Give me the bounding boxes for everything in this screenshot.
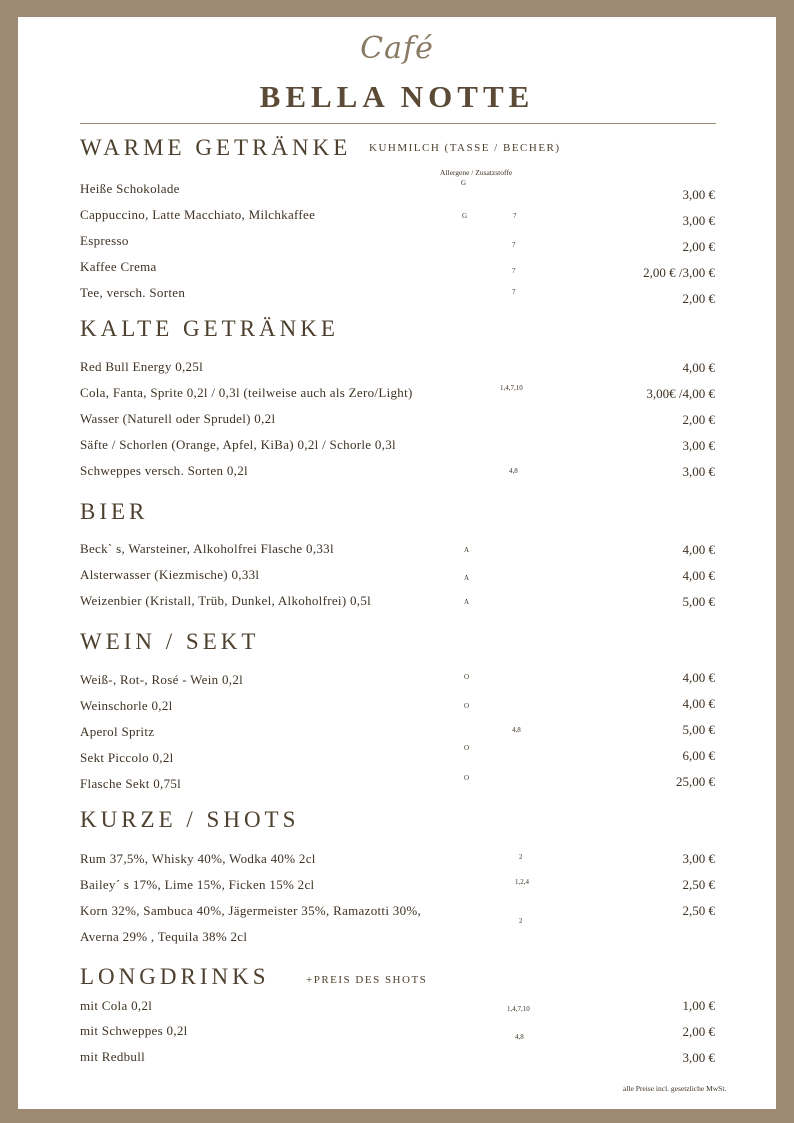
menu-item-name: Heiße Schokolade	[80, 181, 180, 196]
menu-item-price: 5,00 €	[682, 722, 715, 737]
menu-item-name: mit Cola 0,2l	[80, 998, 153, 1013]
footer-vat-note: alle Preise incl. gesetzliche MwSt.	[623, 1084, 727, 1093]
menu-item-name: Weinschorle 0,2l	[80, 698, 173, 713]
menu-item-price: 2,50 €	[682, 903, 715, 918]
menu-item-price: 3,00 €	[682, 438, 715, 453]
menu-item-name: Korn 32%, Sambuca 40%, Jägermeister 35%, Ramazotti 30%,	[80, 903, 422, 918]
allergen-header: Allergene / Zusatzstoffe	[440, 168, 513, 177]
menu-item-name: Aperol Spritz	[80, 724, 155, 739]
allergen-code: A	[464, 574, 470, 582]
menu-item-price: 3,00 €	[682, 213, 715, 228]
menu-item-name: Weiß-, Rot-, Rosé - Wein 0,2l	[80, 672, 244, 687]
menu-item-price: 2,00 €	[682, 412, 715, 427]
menu-item-name: Espresso	[80, 233, 129, 248]
menu-item-name: Beck` s, Warsteiner, Alkoholfrei Flasche 0,33l	[80, 541, 334, 556]
additive-code: 7	[512, 267, 516, 275]
menu-item-name: Kaffee Crema	[80, 259, 157, 274]
additive-code: 2	[519, 917, 523, 925]
allergen-code: A	[464, 598, 470, 606]
menu-item-price: 2,50 €	[682, 877, 715, 892]
logo-cafe-script: Café	[360, 31, 434, 66]
menu-item-price: 6,00 €	[682, 748, 715, 763]
section-title-longdrinks: LONGDRINKS	[80, 964, 270, 989]
menu-item-price: 2,00 €	[682, 291, 715, 306]
additive-code: 4,8	[515, 1033, 524, 1041]
allergen-code: O	[464, 702, 470, 710]
menu-item-price: 3,00 €	[682, 851, 715, 866]
menu-item-price: 3,00 €	[682, 187, 715, 202]
allergen-code: G	[462, 212, 468, 220]
additive-code: 2	[519, 853, 523, 861]
allergen-code: G	[461, 179, 467, 187]
menu-item-name: Säfte / Schorlen (Orange, Apfel, KiBa) 0,2l / Schorle 0,3l	[80, 437, 396, 452]
menu-item-name: Sekt Piccolo 0,2l	[80, 750, 174, 765]
menu-item-price: 4,00 €	[682, 568, 715, 583]
menu-item-name: Red Bull Energy 0,25l	[80, 359, 204, 374]
menu-item-price: 2,00 €	[682, 239, 715, 254]
header-divider	[80, 123, 716, 124]
menu-item-name: Wasser (Naturell oder Sprudel) 0,2l	[80, 411, 276, 426]
menu-item-price: 3,00 €	[682, 464, 715, 479]
additive-code: 7	[513, 212, 517, 220]
menu-item-price: 3,00€ /4,00 €	[646, 386, 715, 401]
allergen-code: O	[464, 744, 470, 752]
section-title-warme-getraenke: WARME GETRÄNKE	[80, 135, 352, 160]
section-subtitle-preis-des-shots: +PREIS DES SHOTS	[306, 974, 428, 986]
menu-item-price: 4,00 €	[682, 696, 715, 711]
additive-code: 1,4,7,10	[507, 1005, 530, 1013]
menu-item-price: 2,00 €	[682, 1024, 715, 1039]
menu-item-name: Tee, versch. Sorten	[80, 285, 186, 300]
menu-item-price: 2,00 € /3,00 €	[643, 265, 715, 280]
menu-item-name: Cola, Fanta, Sprite 0,2l / 0,3l (teilweise auch als Zero/Light)	[80, 385, 413, 400]
menu-item-name: Flasche Sekt 0,75l	[80, 776, 182, 791]
menu-page	[18, 17, 776, 1109]
section-title-wein-sekt: WEIN / SEKT	[80, 629, 260, 654]
menu-item-name: Rum 37,5%, Whisky 40%, Wodka 40% 2cl	[80, 851, 316, 866]
menu-item-price: 3,00 €	[682, 1050, 715, 1065]
section-title-bier: BIER	[80, 499, 149, 524]
menu-item-price: 1,00 €	[682, 998, 715, 1013]
section-title-kalte-getraenke: KALTE GETRÄNKE	[80, 316, 339, 341]
menu-item-name: mit Schweppes 0,2l	[80, 1023, 188, 1038]
additive-code: 1,4,7,10	[500, 384, 523, 392]
menu-item-name: Alsterwasser (Kiezmische) 0,33l	[80, 567, 260, 582]
menu-item-price: 5,00 €	[682, 594, 715, 609]
menu-item-name: Schweppes versch. Sorten 0,2l	[80, 463, 248, 478]
additive-code: 1,2,4	[515, 878, 529, 886]
menu-item-name: Averna 29% , Tequila 38% 2cl	[80, 929, 248, 944]
logo-bella-notte: BELLA NOTTE	[259, 79, 535, 114]
menu-item-price: 4,00 €	[682, 360, 715, 375]
menu-item-name: Weizenbier (Kristall, Trüb, Dunkel, Alkoholfrei) 0,5l	[80, 593, 372, 608]
section-subtitle-kuhmilch: KUHMILCH (TASSE / BECHER)	[369, 142, 561, 154]
allergen-code: O	[464, 673, 470, 681]
additive-code: 7	[512, 241, 516, 249]
additive-code: 4,8	[509, 467, 518, 475]
menu-item-name: mit Redbull	[80, 1049, 146, 1064]
menu-item-name: Bailey´ s 17%, Lime 15%, Ficken 15% 2cl	[80, 877, 315, 892]
additive-code: 7	[512, 288, 516, 296]
menu-item-name: Cappuccino, Latte Macchiato, Milchkaffee	[80, 207, 316, 222]
additive-code: 4,8	[512, 726, 521, 734]
menu-item-price: 4,00 €	[682, 670, 715, 685]
section-title-kurze-shots: KURZE / SHOTS	[80, 807, 300, 832]
allergen-code: A	[464, 546, 470, 554]
menu-item-price: 25,00 €	[676, 774, 715, 789]
menu-item-price: 4,00 €	[682, 542, 715, 557]
allergen-code: O	[464, 774, 470, 782]
